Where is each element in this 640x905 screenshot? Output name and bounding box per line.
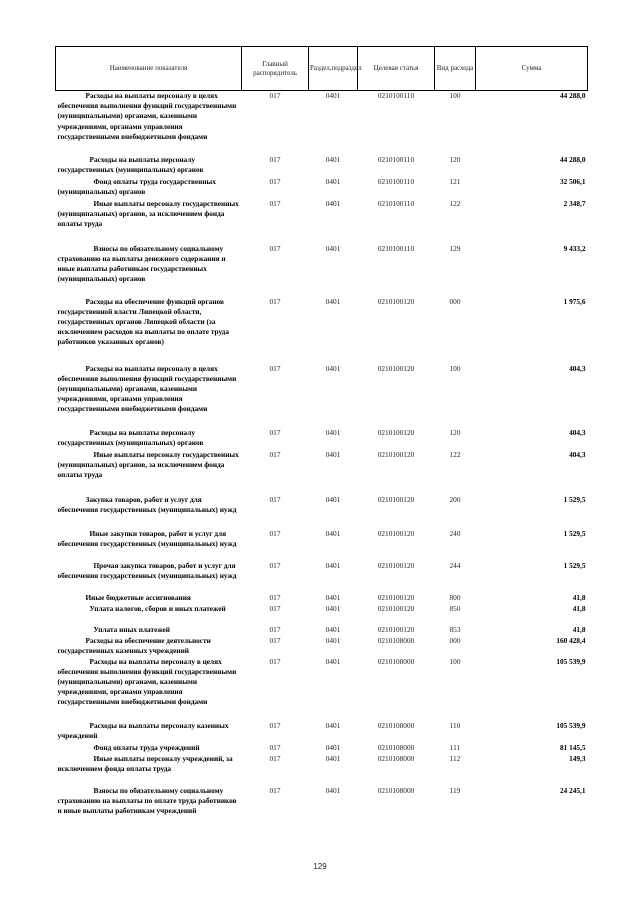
row-type: 111 [449,742,461,752]
row-sum: 105 539,9 [556,720,586,730]
row-name: Расходы на выплаты персоналу в целях обеспечения выполнения функций государственными (муниципальными) органами, казенными учреждениями, органами управления государственными внебюджетными фондами [57,91,237,141]
table-row [56,743,588,754]
row-admin: 017 [269,427,281,437]
row-type: 100 [449,91,461,100]
row-target: 0210100120 [377,296,415,306]
table-row [56,604,588,625]
row-admin: 017 [269,785,281,795]
table-row [56,529,588,561]
row-type: 200 [449,494,461,504]
row-section: 0401 [325,198,341,208]
row-name: Расходы на выплаты персоналу в целях обеспечения выполнения функций государственными (муниципальными) органами, казенными учреждениями, органами управления государственными внебюджетными фондами [57,363,237,414]
row-sum: 1 529,5 [563,494,586,504]
row-target: 0210100120 [377,528,415,538]
row-type: 100 [449,656,461,666]
row-section: 0401 [325,449,341,459]
row-admin: 017 [269,635,281,645]
row-type: 122 [449,449,461,459]
table-row [56,636,588,657]
header-sum: Сумма [476,47,588,91]
table-row [56,786,588,830]
row-type: 800 [449,592,461,602]
table-row [56,561,588,593]
row-name: Прочая закупка товаров, работ и услуг для обеспечения государственных (муниципальных) нужд [57,560,237,580]
row-name: Иные бюджетные ассигнования [85,592,191,602]
row-sum: 404,3 [569,427,586,437]
row-target: 0210100120 [377,624,415,634]
row-name: Уплата иных платежей [93,624,170,634]
row-admin: 017 [269,560,281,570]
row-sum: 44 288,0 [559,154,586,164]
table-row [56,625,588,636]
row-type: 100 [449,363,461,373]
row-admin: 017 [269,91,281,100]
row-type: 121 [449,176,461,186]
row-admin: 017 [269,720,281,730]
row-admin: 017 [269,243,281,253]
row-section: 0401 [325,243,341,253]
row-admin: 017 [269,296,281,306]
table-row [56,199,588,244]
header-type: Вид расхода [435,47,476,91]
row-name: Расходы на выплаты персоналу государственных (муниципальных) органов [57,154,204,174]
row-admin: 017 [269,656,281,666]
row-section: 0401 [325,91,341,100]
row-name: Фонд оплаты труда государственных (муниципальных) органов [57,176,216,196]
row-target: 0210108000 [377,720,415,730]
row-admin: 017 [269,363,281,373]
row-name: Уплата налогов, сборов и иных платежей [89,603,226,613]
row-admin: 017 [269,742,281,752]
row-target: 0210100110 [377,176,415,186]
row-name: Расходы на выплаты персоналу казенных учреждений [57,720,229,740]
row-sum: 9 433,2 [563,243,586,253]
row-target: 0210108000 [377,635,415,645]
row-name: Расходы на выплаты персоналу в целях обеспечения выполнения функций государственными (муниципальными) органами, казенными учреждениями, органами управления государственными внебюджетными фондами [57,656,237,707]
header-target: Целевая статья [358,47,435,91]
row-admin: 017 [269,528,281,538]
row-target: 0210100120 [377,449,415,459]
table-row [56,450,588,495]
row-name: Иные выплаты персоналу государственных (муниципальных) органов, за исключением фонда оплаты труда [57,198,239,228]
row-name: Взносы по обязательному социальному страхованию на выплаты денежного содержания и иные выплаты работникам государственных (муниципальных) органов [57,243,226,284]
row-type: 853 [449,624,461,634]
table-row [56,297,588,364]
row-section: 0401 [325,154,341,164]
row-target: 0210100120 [377,494,415,504]
row-sum: 404,3 [569,449,586,459]
table-row [56,593,588,604]
row-name: Расходы на обеспечение функций органов государственной власти Липецкой области, государственных органов Липецкой области (за исключением расходов на выплаты по оплате труда работников указанных органов) [57,296,229,347]
header-section: Раздел,подраздел [309,47,358,91]
row-sum: 1 975,6 [563,296,586,306]
page-number: 129 [313,862,327,871]
row-section: 0401 [325,753,341,763]
row-section: 0401 [325,635,341,645]
row-target: 0210100120 [377,603,415,613]
header-name: Наименование показателя [56,47,242,91]
row-target: 0210100110 [377,243,415,253]
row-sum: 2 348,7 [563,198,586,208]
table-row [56,754,588,786]
row-section: 0401 [325,363,341,373]
row-target: 0210100120 [377,363,415,373]
row-section: 0401 [325,296,341,306]
row-admin: 017 [269,753,281,763]
row-type: 120 [449,427,461,437]
row-type: 120 [449,154,461,164]
row-target: 0210100120 [377,592,415,602]
table-row [56,91,588,155]
table-row [56,155,588,177]
row-target: 0210100120 [377,560,415,570]
table-body [56,91,588,830]
row-target: 0210108000 [377,742,415,752]
row-name: Расходы на обеспечение деятельности государственных казенных учреждений [57,635,211,655]
row-section: 0401 [325,528,341,538]
row-target: 0210100110 [377,198,415,208]
row-admin: 017 [269,624,281,634]
budget-table [55,46,588,830]
row-target: 0210108000 [377,785,415,795]
row-type: 110 [449,720,461,730]
row-sum: 44 288,0 [559,91,586,100]
header-admin: Главный распорядитель [242,47,309,91]
row-sum: 41,8 [572,592,586,602]
row-admin: 017 [269,494,281,504]
row-type: 244 [449,560,461,570]
row-type: 122 [449,198,461,208]
row-sum: 81 145,5 [559,742,586,752]
table-row [56,244,588,297]
row-section: 0401 [325,427,341,437]
row-admin: 017 [269,603,281,613]
table-row [56,364,588,428]
row-section: 0401 [325,624,341,634]
row-sum: 160 428,4 [556,635,586,645]
row-section: 0401 [325,603,341,613]
table-row [56,177,588,199]
row-target: 0210100110 [377,154,415,164]
row-target: 0210108000 [377,656,415,666]
row-type: 119 [449,785,461,795]
row-admin: 017 [269,176,281,186]
row-section: 0401 [325,560,341,570]
row-type: 850 [449,603,461,613]
row-admin: 017 [269,592,281,602]
row-sum: 32 506,1 [559,176,586,186]
row-type: 000 [449,296,461,306]
row-name: Взносы по обязательному социальному страхованию на выплаты по оплате труда работников и иные выплаты работникам учреждений [57,785,237,815]
table-row [56,657,588,721]
table-row [56,495,588,529]
row-sum: 149,3 [569,753,586,763]
row-name: Расходы на выплаты персоналу государственных (муниципальных) органов [57,427,204,447]
row-section: 0401 [325,494,341,504]
row-name: Фонд оплаты труда учреждений [93,742,200,752]
row-admin: 017 [269,198,281,208]
row-name: Иные закупки товаров, работ и услуг для обеспечения государственных (муниципальных) нужд [57,528,237,548]
row-sum: 1 529,5 [563,560,586,570]
row-target: 0210108000 [377,753,415,763]
row-admin: 017 [269,449,281,459]
table-row [56,721,588,743]
row-sum: 41,8 [572,603,586,613]
table-row [56,428,588,450]
row-target: 0210100110 [377,91,415,100]
row-type: 112 [449,753,461,763]
row-type: 000 [449,635,461,645]
row-sum: 41,8 [572,624,586,634]
row-name: Иные выплаты персоналу учреждений, за исключением фонда оплаты труда [57,753,233,773]
row-section: 0401 [325,720,341,730]
row-admin: 017 [269,154,281,164]
row-section: 0401 [325,592,341,602]
row-sum: 1 529,5 [563,528,586,538]
row-name: Иные выплаты персоналу государственных (муниципальных) органов, за исключением фонда оплаты труда [57,449,239,479]
row-section: 0401 [325,742,341,752]
row-target: 0210100120 [377,427,415,437]
row-section: 0401 [325,656,341,666]
row-name: Закупка товаров, работ и услуг для обеспечения государственных (муниципальных) нужд [57,494,237,514]
row-type: 129 [449,243,461,253]
row-sum: 24 245,1 [559,785,586,795]
row-section: 0401 [325,785,341,795]
row-section: 0401 [325,176,341,186]
row-sum: 105 539,9 [556,656,586,666]
table-header-row [56,47,588,91]
row-type: 240 [449,528,461,538]
row-sum: 404,3 [569,363,586,373]
